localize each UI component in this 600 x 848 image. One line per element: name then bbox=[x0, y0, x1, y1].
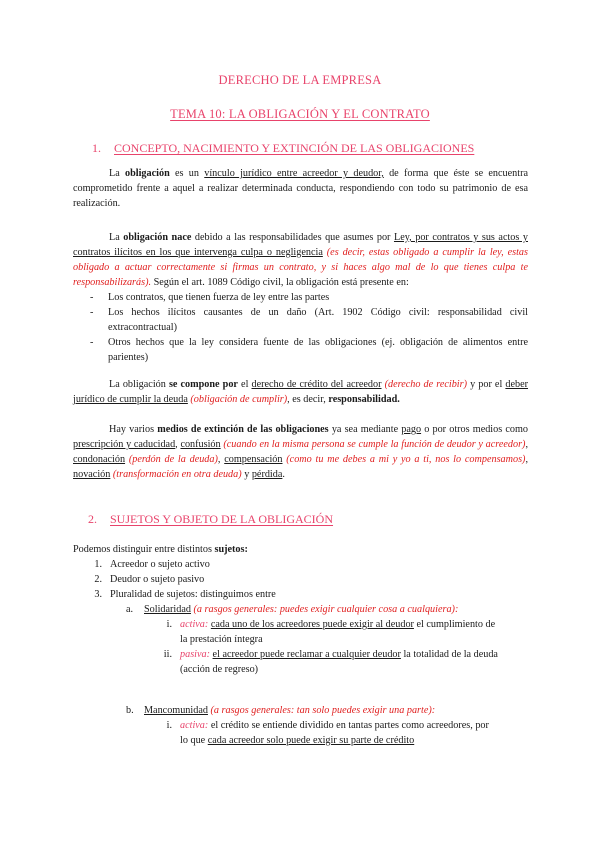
list-item: - Otros hechos que la ley considera fuente de las obligaciones (ej. obligación de alimentos entre parientes) bbox=[73, 335, 528, 365]
section-2-number: 2. bbox=[88, 512, 97, 526]
list-item: 1. Acreedor o sujeto activo bbox=[94, 559, 210, 570]
paragraph-extinction: Hay varios medios de extinción de las obligaciones ya sea mediante pago o por otros medios como prescripción y caducidad, confusión (cuando en la misma persona se cumple la función de deudor y acreedor), condonación (perdón de la deuda), compensación (como tu me debes a mi y yo a ti, nos lo compensamos), novación (transformación en otra deuda) y pérdida. bbox=[73, 424, 528, 480]
list-item: - Los hechos ilícitos causantes de un daño (Art. 1902 Código civil: responsabilidad civil extracontractual) bbox=[73, 305, 528, 335]
section-1-title: CONCEPTO, NACIMIENTO Y EXTINCIÓN DE LAS OBLIGACIONES bbox=[114, 141, 475, 155]
section-1-number: 1. bbox=[92, 141, 101, 155]
solidaridad-active-cont: la prestación íntegra bbox=[180, 634, 263, 645]
sources-list bbox=[73, 290, 528, 365]
section-1-heading bbox=[92, 141, 474, 156]
mancomunidad-active: i. activa: el crédito se entiende dividido en tantas partes como acreedores, por bbox=[166, 720, 489, 731]
list-item: - Los contratos, que tienen fuerza de ley entre las partes bbox=[73, 290, 528, 305]
subjects-intro: Podemos distinguir entre distintos sujetos: bbox=[73, 544, 248, 555]
document-title: DERECHO DE LA EMPRESA bbox=[218, 73, 382, 87]
list-item: 3. Pluralidad de sujetos: distinguimos entre bbox=[94, 589, 276, 600]
list-item: 2. Deudor o sujeto pasivo bbox=[94, 574, 205, 585]
paragraph-definition: La obligación es un vínculo jurídico entre acreedor y deudor, de forma que éste se encuentra comprometido frente a aquel a realizar determinada conducta, respondiendo con todo su patrimonio de esa realización. bbox=[73, 168, 528, 209]
solidaridad-passive: ii. pasiva: el acreedor puede reclamar a cualquier deudor la totalidad de la deuda bbox=[163, 649, 498, 660]
section-2-title: SUJETOS Y OBJETO DE LA OBLIGACIÓN bbox=[110, 512, 334, 526]
section-2-heading bbox=[88, 512, 333, 527]
mancomunidad-active-cont: lo que cada acreedor solo puede exigir su parte de crédito bbox=[180, 735, 415, 746]
mancomunidad-item: b. Mancomunidad (a rasgos generales: tan solo puedes exigir una parte): bbox=[126, 705, 436, 716]
solidaridad-active: i. activa: cada uno de los acreedores puede exigir al deudor el cumplimiento de bbox=[166, 619, 496, 630]
paragraph-composition: La obligación se compone por el derecho de crédito del acreedor (derecho de recibir) y por el deber jurídico de cumplir la deuda (obligación de cumplir), es decir, responsabilidad. bbox=[73, 379, 529, 405]
solidaridad-item: a. Solidaridad (a rasgos generales: puedes exigir cualquier cosa a cualquiera): bbox=[126, 604, 459, 615]
solidaridad-passive-cont: (acción de regreso) bbox=[180, 664, 259, 675]
paragraph-origin: La obligación nace debido a las responsabilidades que asumes por Ley, por contratos y sus actos y contratos ilícitos en los que intervenga culpa o negligencia (es decir, estas obligado a cumplir la ley, estas obligado a actuar correctamente si firmas un contrato, y si haces algo mal de lo que tienes culpa te responsabilizarás). Según el art. 1089 Código civil, la obligación está presente en: bbox=[73, 232, 528, 288]
topic-title: TEMA 10: LA OBLIGACIÓN Y EL CONTRATO bbox=[170, 107, 430, 121]
